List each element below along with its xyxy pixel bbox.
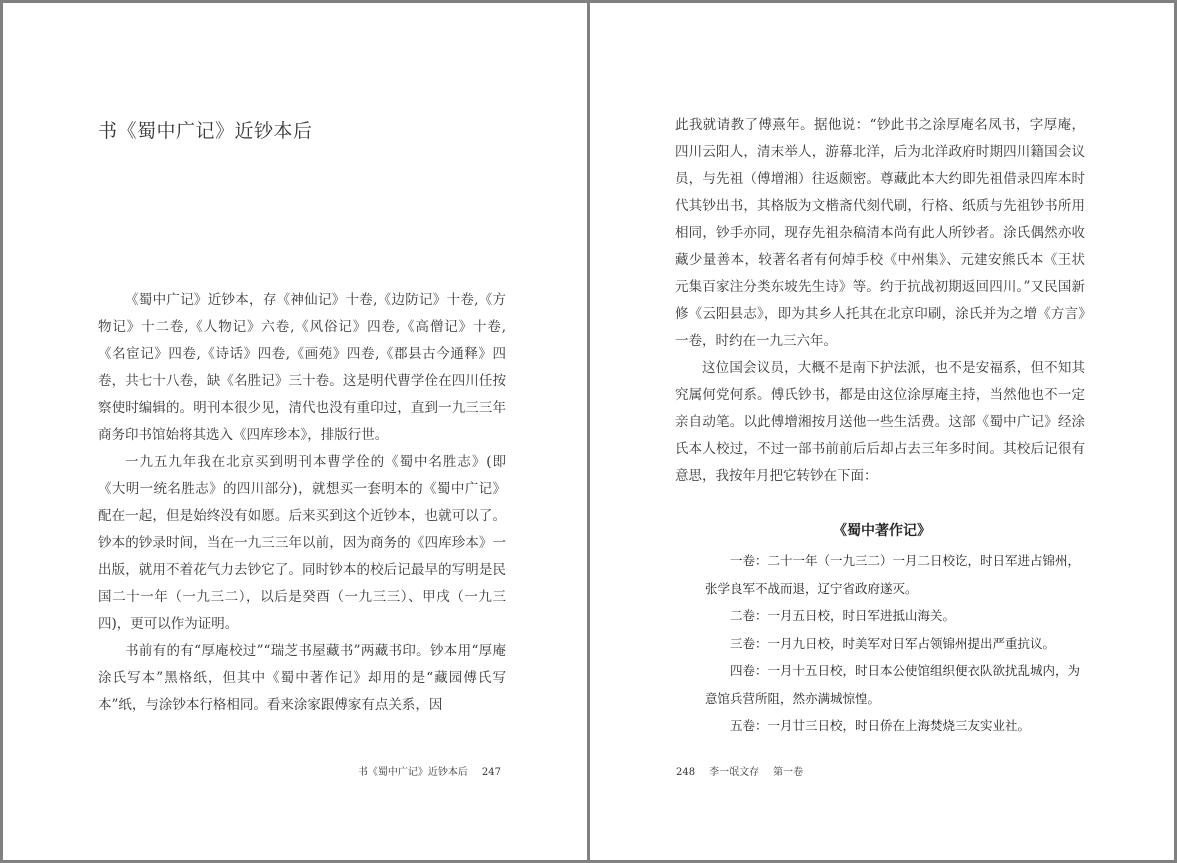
inset-entry: 四卷：一月十五日校，时日本公使馆组织便衣队欲扰乱城内，为意馆兵营所阻，然亦满城惊惶。 — [705, 663, 1081, 706]
right-body-text — [675, 112, 1085, 490]
running-volume: 第一卷 — [773, 767, 804, 778]
inset-entry: 三卷：一月九日校，时美军对日军占领锦州提出严重抗议。 — [730, 635, 1056, 651]
paragraph: 此我就请教了傅熹年。据他说：“钞此书之涂厚庵名凤书，字厚庵，四川云阳人，清末举人，游幕北洋，后为北洋政府时期四川籍国会议员，与先祖（傅增湘）往返颇密。尊藏此本大约即先祖借录四库本时代其钞出书，其格版为文楷斋代刻代刷，行格、纸质与先祖钞书所用相同，钞手亦同，现存先祖杂稿清本尚有此人所钞者。涂氏偶然亦收藏少量善本，较著名者有何焯手校《中州集》、元建安熊氏本《王状元集百家注分类东坡先生诗》等。约于抗战初期返回四川。”又民国新修《云阳县志》，即为其乡人托其在北京印刷，涂氏并为之增《方言》一卷，时约在一九三六年。 — [675, 117, 1085, 349]
running-title: 书《蜀中广记》近钞本后 — [357, 767, 468, 778]
right-page — [590, 3, 1174, 860]
inset-entry: 五卷：一月廿三日校，时日侨在上海焚烧三友实业社。 — [730, 718, 1031, 733]
left-body-text — [98, 287, 506, 719]
page-number: 248 — [676, 767, 696, 778]
paragraph: 这位国会议员，大概不是南下护法派，也不是安福系，但不知其究属何党何系。傅氏钞书，都是由这位涂厚庵主持，当然他也不一定亲自动笔。以此傅增湘按月送他一些生活费。这部《蜀中广记》经涂氏本人校过，不过一部书前前后后却占去三年多时间。其校后记很有意思，我按年月把它转钞在下面： — [675, 360, 1085, 484]
paragraph: 《蜀中广记》近钞本，存《神仙记》十卷,《边防记》十卷,《方物记》十二卷,《人物记》六卷,《风俗记》四卷,《高僧记》十卷,《名宦记》四卷,《诗话》四卷,《画苑》四卷,《郡县古今通释》四卷，共七十八卷，缺《名胜记》三十卷。这是明代曹学佺在四川任按察使时编辑的。明刊本很少见，清代也没有重印过，直到一九三三年商务印书馆始将其选入《四库珍本》，排版行世。 — [98, 292, 506, 443]
inset-title: 《蜀中著作记》 — [833, 523, 931, 539]
inset-entry: 二卷：一月五日校，时日军进抵山海关。 — [730, 608, 956, 623]
page-number: 247 — [481, 767, 501, 778]
right-page-footer — [676, 763, 803, 778]
inset-entries — [705, 547, 1080, 740]
running-author: 李一氓文存 — [709, 767, 760, 778]
left-page-footer — [358, 763, 501, 778]
paragraph: 一九五九年我在北京买到明刊本曹学佺的《蜀中名胜志》(即《大明一统名胜志》的四川部分)，就想买一套明本的《蜀中广记》配在一起，但是始终没有如愿。后来买到这个近钞本，也就可以了。钞本的钞录时间，当在一九三三年以前，因为商务的《四库珍本》一出版，就用不着花气力去钞它了。同时钞本的校后记最早的写明是民国二十一年（一九三二），以后是癸酉（一九三三）、甲戌（一九三四)，更可以作为证明。 — [98, 454, 506, 632]
paragraph: 书前有的有“厚庵校过”“瑞芝书屋藏书”两藏书印。钞本用“厚庵涂氏写本”黑格纸，但其中《蜀中著作记》却用的是“藏园傅氏写本”纸，与涂钞本行格相同。看来涂家跟傅家有点关系，因 — [98, 643, 506, 713]
left-page — [3, 3, 587, 860]
inset-entry: 一卷：二十一年（一九三二）一月二日校讫，时日军进占锦州，张学良军不战而退，辽宁省政府遂灭。 — [705, 553, 1081, 596]
chapter-title: 书《蜀中广记》近钞本后 — [98, 120, 313, 142]
